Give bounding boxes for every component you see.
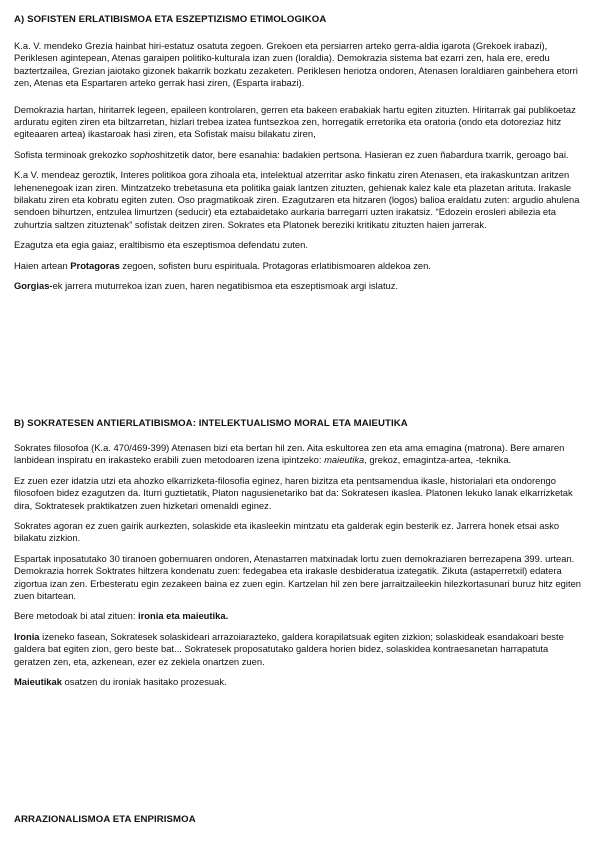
gorgias-name: Gorgias- [14,280,53,292]
maieutikak-term: Maieutikak [14,676,62,688]
method-parts: ironia eta maieutika. [138,610,229,622]
maieutika-term: maieutika [324,454,365,466]
section-a-paragraph-1: K.a. V. mendeko Grezia hainbat hiri-estatuz osatuta zegoen. Grekoen eta persiarren arteko gerra-aldia igarota (Grekoek irabazi), Periklesen agintepean, Atenas garaipen politiko-kulturala izan zuen (loraldia). Demokrazia sistema bat ezarri zen, hala ere, eredu baztertzailea, Grezian jaiotako gizonek bakarrik bozkatu zezaketen. Periklesen heriotza ondoren, Atenasen loraldiaren gainbehera etorri zen, Atenas eta Espartaren arteko gerrak hasi ziren, (Esparta irabazi). [14,40,578,89]
section-a-paragraph-2: Demokrazia hartan, hiritarrek legeen, epaileen kontrolaren, gerren eta bakeen erabakiak hartu egiten zituzten. Hiritarrak gai publikoetaz arduratu egiten ziren eta biltzarretan, hizlari trebea izatea funtsezkoa zen, horregatik erretorika eta oratoria (ondo eta dotoreziaz hitz egiteaaren artea) ikastaroak hasi ziren, eta Sofistak maisu bilakatu ziren, [14,103,576,140]
section-b-paragraph-1: Sokrates filosofoa (K.a. 470/469-399) Atenasen bizi eta bertan hil zen. Aita eskultorea zen eta ama emagina (matrona). Bere amaren lanbidean inspiratu en irakasteko erabili zuen metodoaren izena ipintzeko: maieutika, grekoz, emagintza-artea, -teknika. [14,442,565,466]
section-a [14,14,586,293]
section-b-paragraph-2: Ez zuen ezer idatzia utzi eta ahozko elkarrizketa-filosofia eginez, haren bizitza eta pentsamendua ikasle, historialari eta ondorengo filosofoen bidez ezagutzen da. Iturri guztietatik, Platon nagusienetariko bat da: Sokratesen ikaslea. Platonen lekuko lanak elkarrizketak dira, Soktratesek praktikatzen zuen hizketari omenaldi eginez. [14,474,573,511]
section-a-paragraph-6: Haien artean Protagoras zegoen, sofisten buru espirituala. Protagoras erlatibismoaren aldekoa zen. [14,259,431,271]
section-b [14,418,586,689]
sophos-term: sophos [129,148,160,160]
protagoras-name: Protagoras [70,259,120,271]
section-b-paragraph-6: Ironia izeneko fasean, Sokratesek solaskideari arrazoiarazteko, galdera korapilatsuak egiten zizkion; solaskideak esandakoari beste galdera bat egiten zion, gero beste bat... Sokratesek proposatutako galdera horien bidez, solaskidea kontraesanetan harrapatuta geratzen zen, eta, azkenean, ezer ez zekiela onartzen zuen. [14,630,564,667]
section-b-paragraph-5: Bere metodoak bi atal zituen: ironia eta maieutika. [14,610,229,622]
section-a-title: A) SOFISTEN ERLATIBISMOA ETA ESZEPTIZISMO ETIMOLOGIKOA [14,14,327,25]
ironia-term: Ironia [14,630,40,642]
section-c [14,814,586,826]
section-b-title: B) SOKRATESEN ANTIERLATIBISMOA: INTELEKTUALISMO MORAL ETA MAIEUTIKA [14,418,408,429]
section-a-paragraph-3: Sofista terminoak grekozko sophoshitzetik dator, bere esanahia: badakien pertsona. Hasieran ez zuen ñabardura txarrik, geroago bai. [14,148,569,160]
section-b-paragraph-7: Maieutikak osatzen du ironiak hasitako prozesuak. [14,676,227,688]
section-c-title: ARRAZIONALISMOA ETA ENPIRISMOA [14,814,196,825]
section-a-paragraph-4: K.a V. mendeaz geroztik, Interes politikoa gora zihoala eta, intelektual atzerritar asko finkatu ziren Atenasen, eta irakaskuntzan aritzen lehenenegoak izan ziren. Mintzatzeko trebetasuna eta politika gaiak lantzen zituzten, gehienak kalez kale eta plazetan arituta. Irakasle bilakatu ziren eta kobratu egiten zuten. Oso pragmatikoak ziren. Ezagutzaren eta hitzaren (logos) balioa eraldatu zuten: argudio ahulena sendoen bihurtzen, entzulea limurtzen (seducir) eta eztabaidetako aurkaria barregarri uzten irakatsiz. “Edozein erosleri abilezia eta zuhurtzia saltzen zituztenak” sofistak deitzen ziren. Sokrates eta Platonek bereziki kritikatu zituzten haien jarrerak. [14,169,580,230]
section-a-paragraph-7: Gorgias-ek jarrera muturrekoa izan zuen, haren negatibismoa eta eszeptismoak argi islatuz. [14,280,399,292]
section-b-paragraph-4: Espartak inposatutako 30 tiranoen gobernuaren ondoren, Atenastarren matxinadak lortu zuen demokraziaren berrezapena 399. urtean. Demokrazia horrek Soktrates hiltzera kondenatu zuen: fedegabea eta irakasle desbideratua izategatik. Zikuta (astaperretxil) edatera zigortua izan zen. Erbesteratu egin zezakeen baina ez zuen egin. Kartzelan hil zen bere jarraitzaileekin hilezkortasunari buruz hitz egiten zuen bitartean. [14,552,581,602]
section-a-paragraph-5: Ezagutza eta egia gaiaz, eraltibismo eta eszeptismoa defendatu zuten. [14,239,308,251]
section-b-paragraph-3: Sokrates agoran ez zuen gairik aurkezten, solaskide eta ikasleekin mintzatu eta galderak egin besterik ez. Jarrera honek etsai asko bilakatu zizkion. [14,520,560,544]
